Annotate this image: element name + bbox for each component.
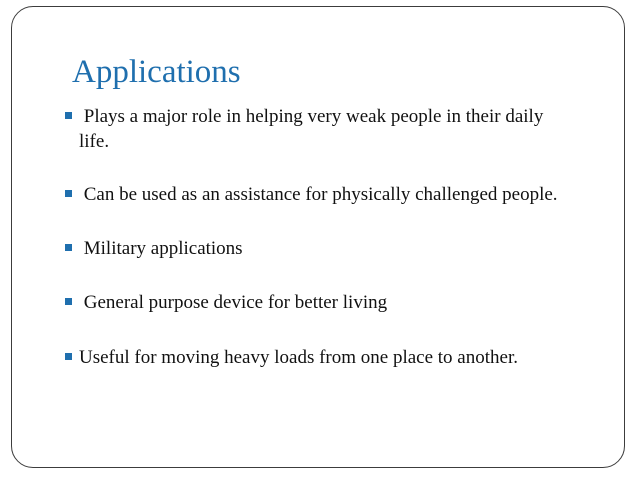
square-bullet-icon: [65, 353, 72, 360]
square-bullet-icon: [65, 244, 72, 251]
bullet-item: [65, 290, 585, 315]
bullet-list: [65, 104, 585, 370]
bullet-text: General purpose device for better living: [79, 292, 388, 313]
bullet-text: Can be used as an assistance for physically challenged people.: [79, 184, 558, 205]
bullet-item: [65, 104, 567, 154]
bullet-text: Useful for moving heavy loads from one place to another.: [79, 347, 518, 368]
bullet-item: [65, 345, 585, 370]
square-bullet-icon: [65, 298, 72, 305]
bullet-item: [65, 182, 567, 207]
bullet-text: Plays a major role in helping very weak people in their daily life.: [79, 106, 549, 152]
bullet-text: Military applications: [79, 238, 243, 259]
slide-title: Applications: [72, 54, 241, 90]
bullet-item: [65, 236, 585, 261]
square-bullet-icon: [65, 112, 72, 119]
square-bullet-icon: [65, 190, 72, 197]
